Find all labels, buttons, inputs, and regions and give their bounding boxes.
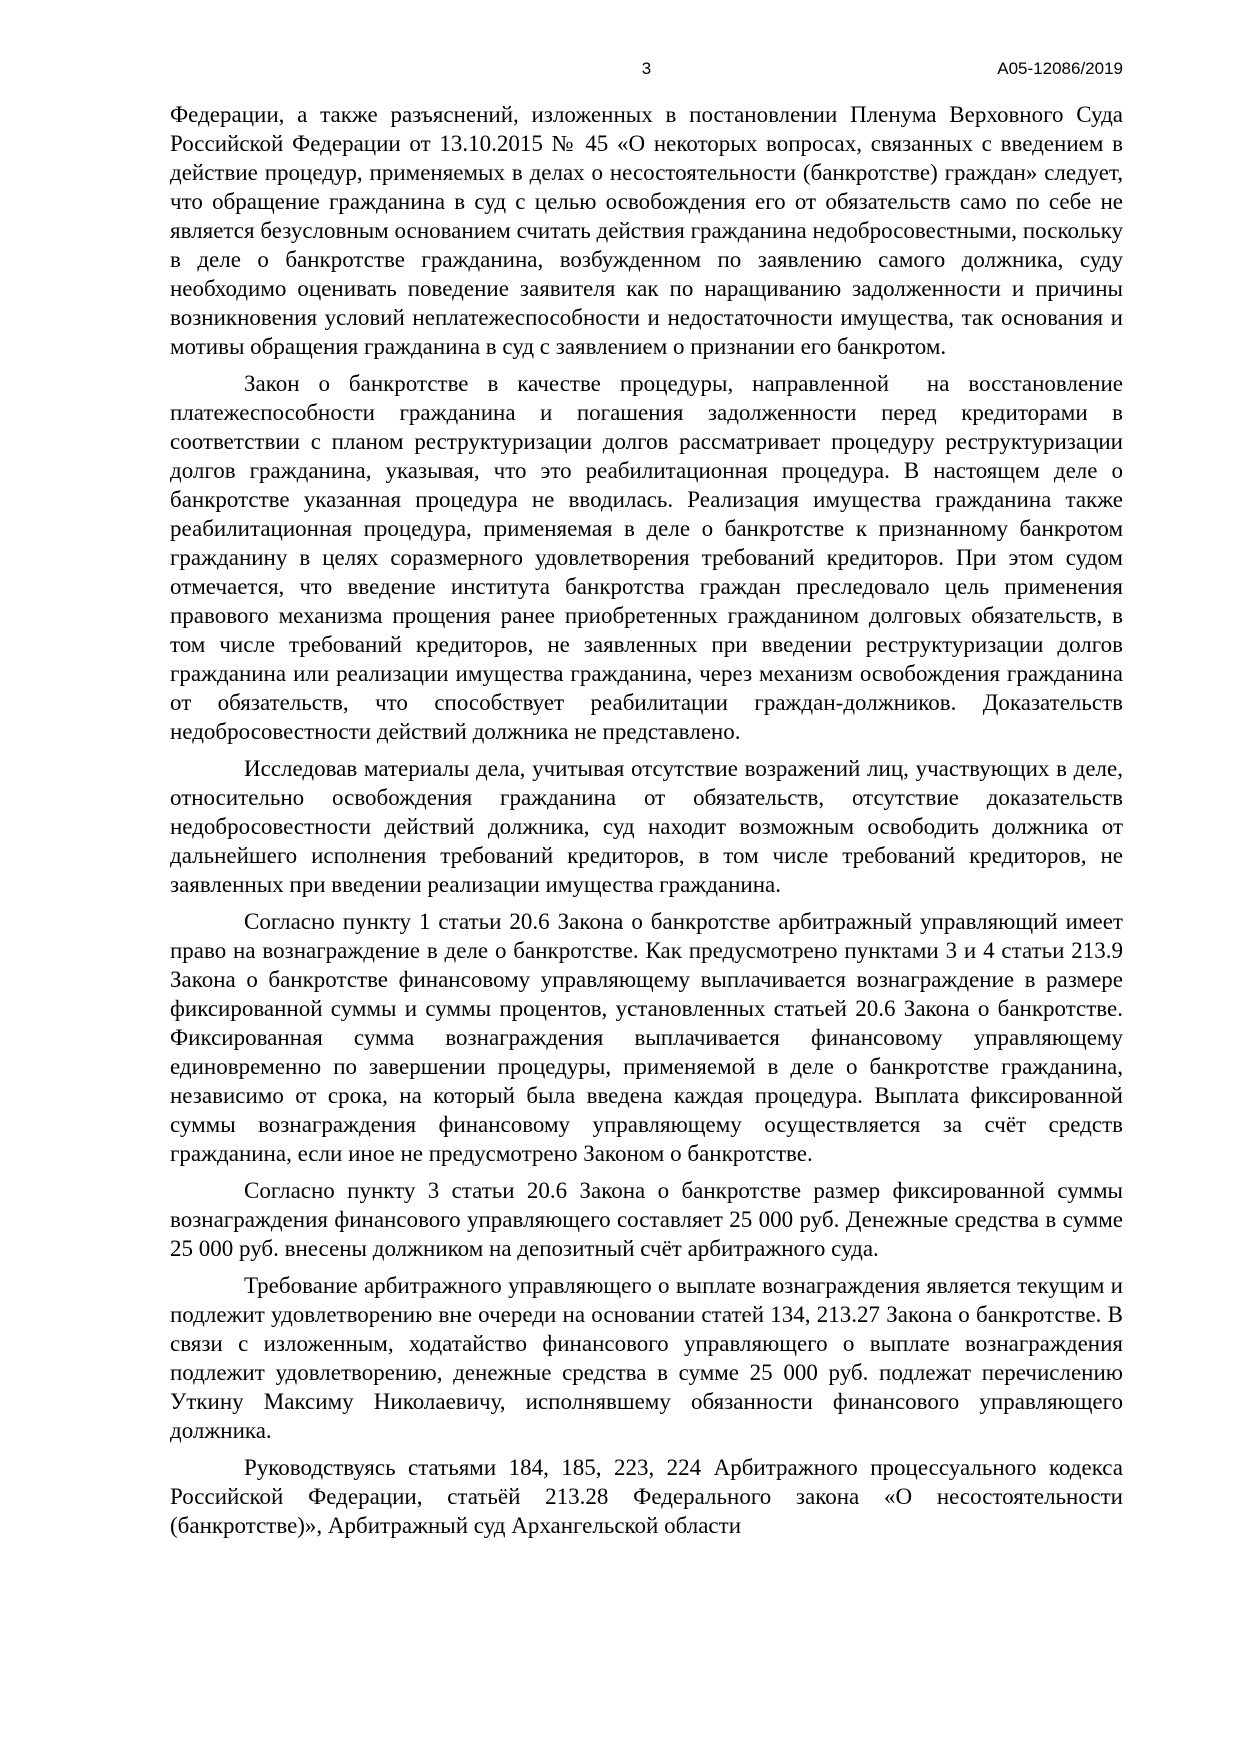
body-paragraph: Исследовав материалы дела, учитывая отсутствие возражений лиц, участвующих в деле, относительно освобождения гражданина от обязательств, отсутствие доказательств недобросовестности действий должника, суд находит возможным освободить должника от дальнейшего исполнения требований кредиторов, в том числе требований кредиторов, не заявленных при введении реализации имущества гражданина. (170, 756, 1123, 897)
document-column (170, 58, 1123, 1540)
document-body (170, 100, 1123, 1540)
case-number: А05-12086/2019 (997, 59, 1123, 78)
body-paragraph: Руководствуясь статьями 184, 185, 223, 224 Арбитражного процессуального кодекса Российской Федерации, статьёй 213.28 Федерального закона «О несостоятельности (банкротстве)», Арбитражный суд Архангельской области (170, 1455, 1123, 1538)
page-header (170, 58, 1123, 80)
body-paragraph: Закон о банкротстве в качестве процедуры, направленной на восстановление платежеспособности гражданина и погашения задолженности перед кредиторами в соответствии с планом реструктуризации долгов рассматривает процедуру реструктуризации долгов гражданина, указывая, что это реабилитационная процедура. В настоящем деле о банкротстве указанная процедура не вводилась. Реализация имущества гражданина также реабилитационная процедура, применяемая в деле о банкротстве к признанному банкротом гражданину в целях соразмерного удовлетворения требований кредиторов. При этом судом отмечается, что введение института банкротства граждан преследовало цель применения правового механизма прощения ранее приобретенных гражданином долговых обязательств, в том числе требований кредиторов, не заявленных при введении реструктуризации долгов гражданина или реализации имущества гражданина, через механизм освобождения гражданина от обязательств, что способствует реабилитации граждан-должников. Доказательств недобросовестности действий должника не представлено. (170, 371, 1123, 744)
body-paragraph: Согласно пункту 3 статьи 20.6 Закона о банкротстве размер фиксированной суммы вознаграждения финансового управляющего составляет 25 000 руб. Денежные средства в сумме 25 000 руб. внесены должником на депозитный счёт арбитражного суда. (170, 1178, 1123, 1261)
body-paragraph: Согласно пункту 1 статьи 20.6 Закона о банкротстве арбитражный управляющий имеет право на вознаграждение в деле о банкротстве. Как предусмотрено пунктами 3 и 4 статьи 213.9 Закона о банкротстве финансовому управляющему выплачивается вознаграждение в размере фиксированной суммы и суммы процентов, установленных статьей 20.6 Закона о банкротстве. Фиксированная сумма вознаграждения выплачивается финансовому управляющему единовременно по завершении процедуры, применяемой в деле о банкротстве гражданина, независимо от срока, на который была введена каждая процедура. Выплата фиксированной суммы вознаграждения финансовому управляющему осуществляется за счёт средств гражданина, если иное не предусмотрено Законом о банкротстве. (170, 909, 1123, 1166)
page-number: 3 (641, 59, 652, 78)
body-paragraph: Требование арбитражного управляющего о выплате вознаграждения является текущим и подлежит удовлетворению вне очереди на основании статей 134, 213.27 Закона о банкротстве. В связи с изложенным, ходатайство финансового управляющего о выплате вознаграждения подлежит удовлетворению, денежные средства в сумме 25 000 руб. подлежат перечислению Уткину Максиму Николаевичу, исполнявшему обязанности финансового управляющего должника. (170, 1273, 1123, 1443)
body-paragraph: Федерации, а также разъяснений, изложенных в постановлении Пленума Верховного Суда Российской Федерации от 13.10.2015 № 45 «О некоторых вопросах, связанных с введением в действие процедур, применяемых в делах о несостоятельности (банкротстве) граждан» следует, что обращение гражданина в суд с целью освобождения его от обязательств само по себе не является безусловным основанием считать действия гражданина недобросовестными, поскольку в деле о банкротстве гражданина, возбужденном по заявлению самого должника, суду необходимо оценивать поведение заявителя как по наращиванию задолженности и причины возникновения условий неплатежеспособности и недостаточности имущества, так основания и мотивы обращения гражданина в суд с заявлением о признании его банкротом. (170, 102, 1123, 359)
